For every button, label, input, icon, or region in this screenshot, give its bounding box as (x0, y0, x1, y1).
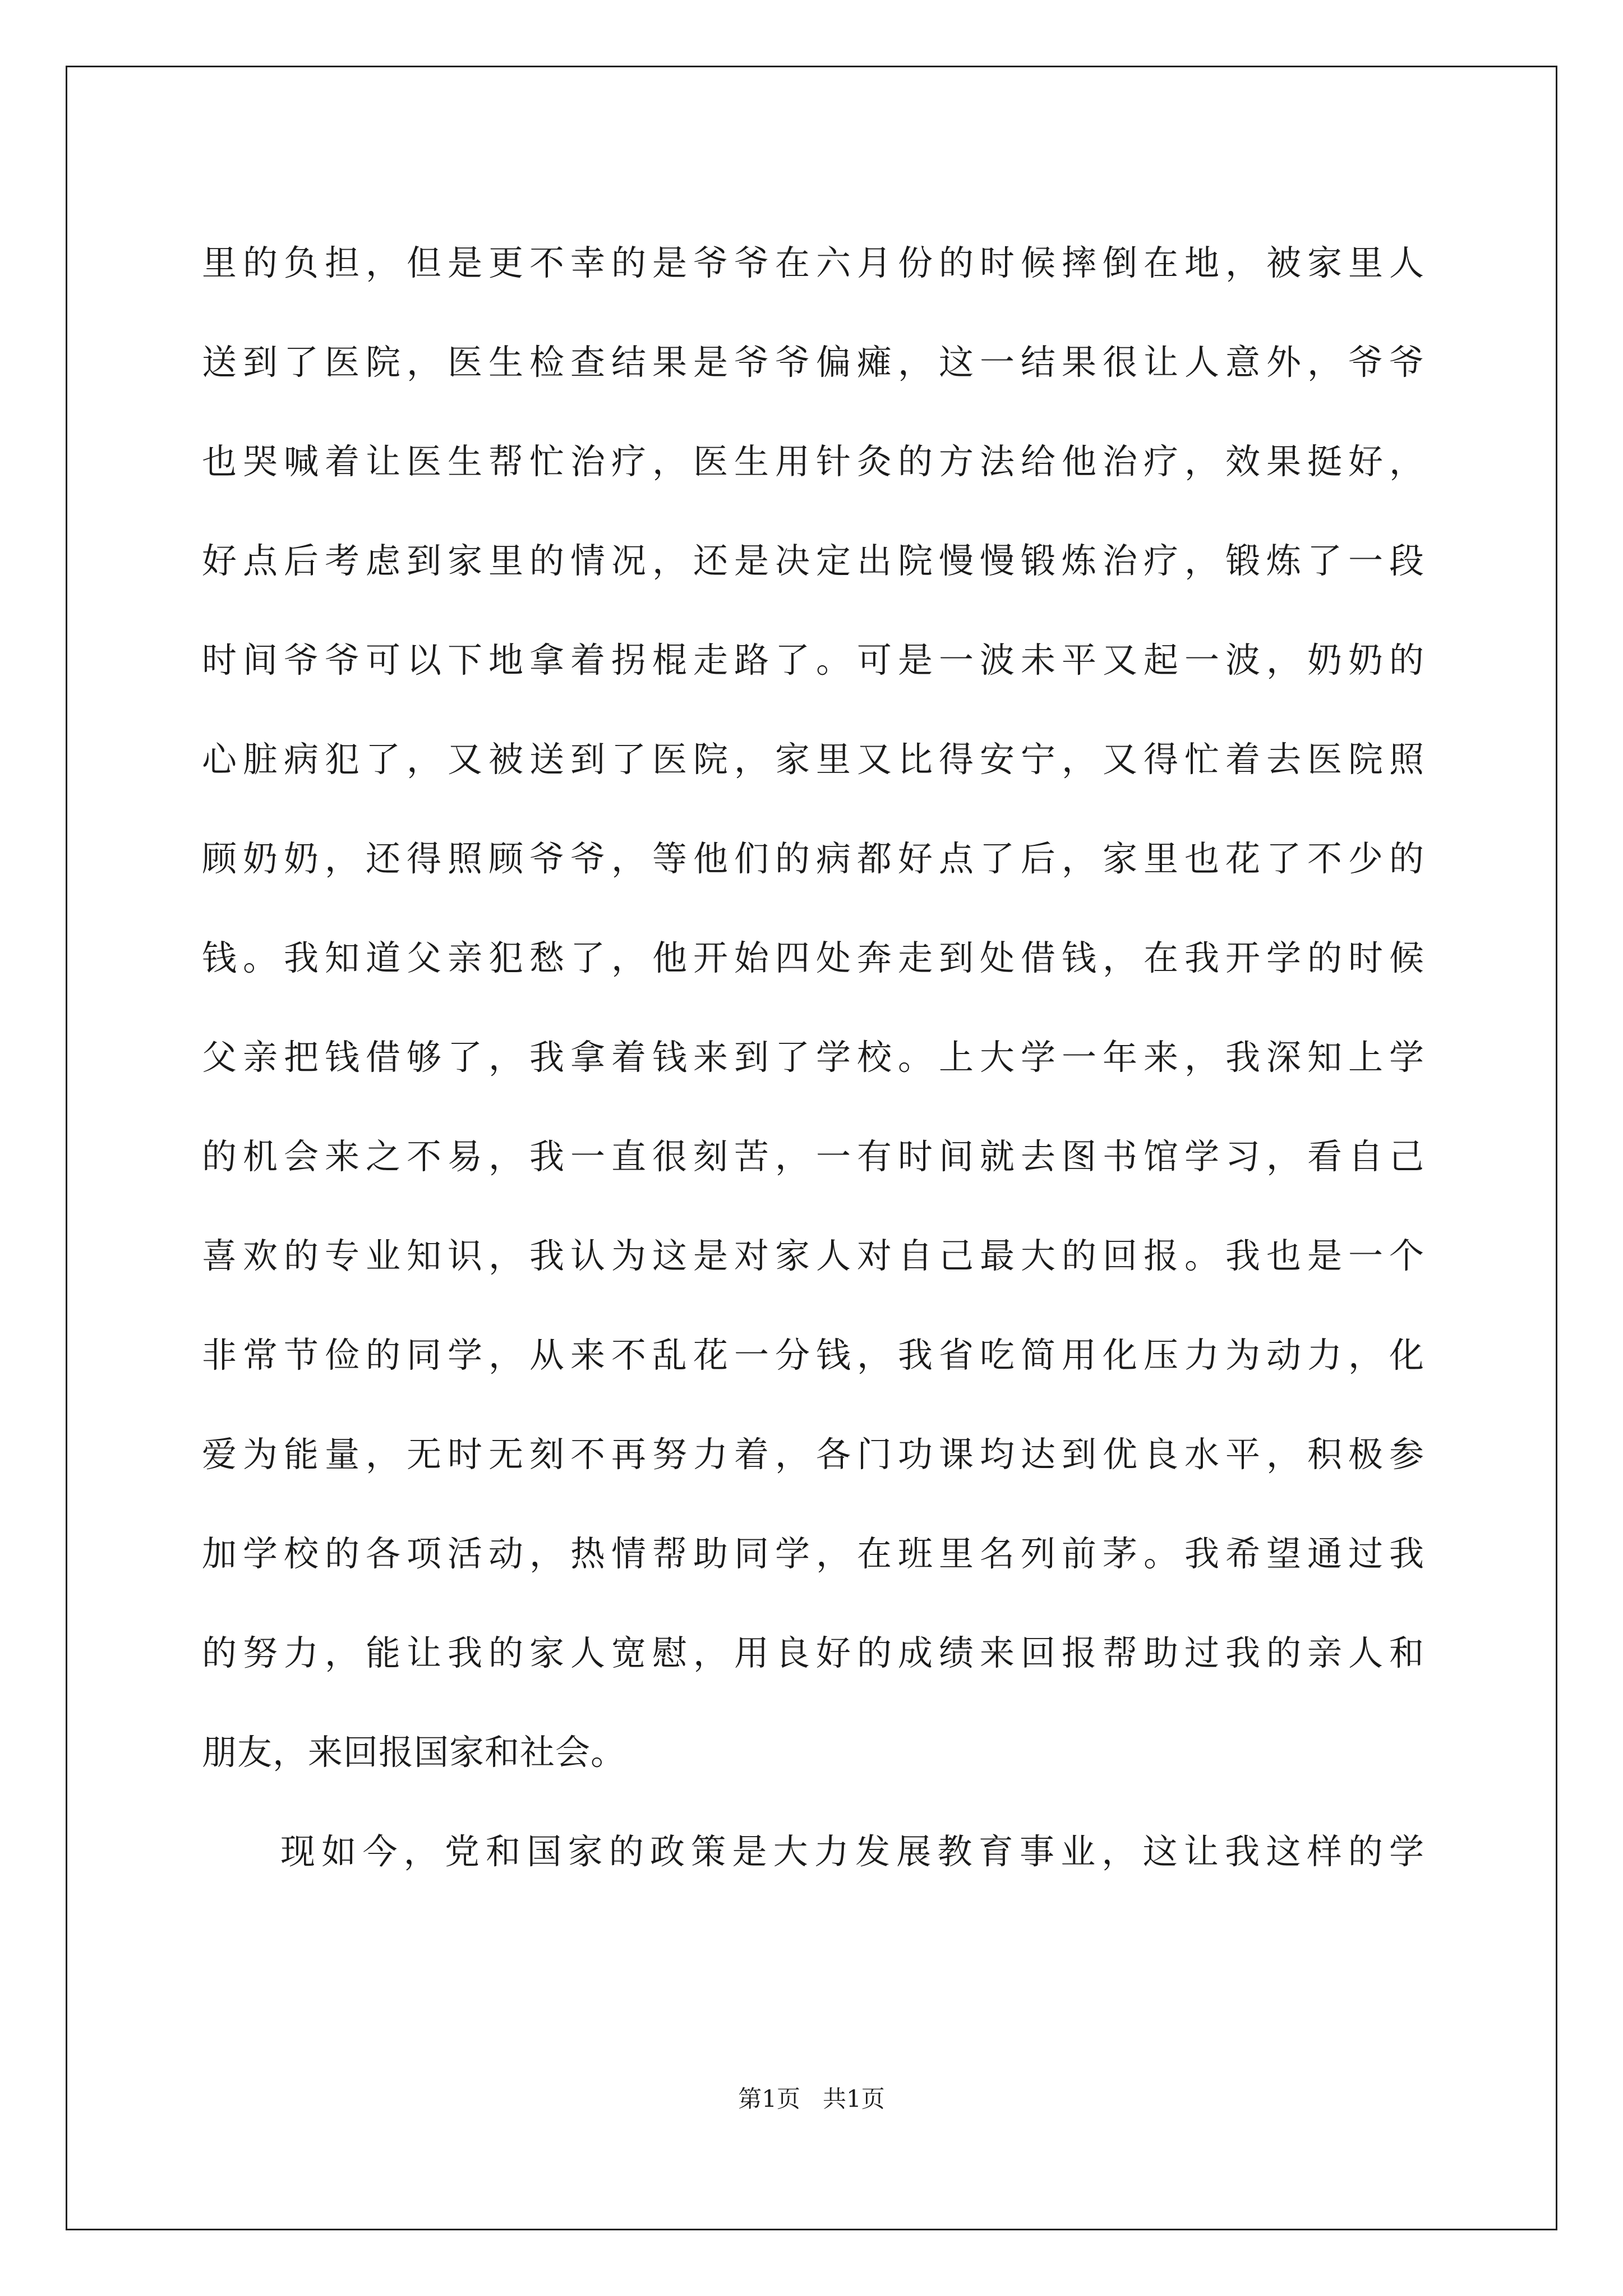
text-line: 的努力，能让我的家人宽慰，用良好的成绩来回报帮助过我的亲人和 (202, 1632, 1424, 1673)
text-line-paragraph-start: 现如今，党和国家的政策是大力发展教育事业，这让我这样的学 (280, 1831, 1424, 1872)
text-line: 钱。我知道父亲犯愁了，他开始四处奔走到处借钱，在我开学的时候 (202, 937, 1424, 978)
page-number-footer: 第1页 共1页 (738, 2085, 885, 2113)
text-line: 喜欢的专业知识，我认为这是对家人对自己最大的回报。我也是一个 (202, 1235, 1424, 1276)
document-body (202, 213, 1424, 1901)
text-line: 里的负担，但是更不幸的是爷爷在六月份的时候摔倒在地，被家里人 (202, 242, 1424, 283)
text-line: 送到了医院，医生检查结果是爷爷偏瘫，这一结果很让人意外，爷爷 (202, 342, 1424, 383)
text-line-paragraph-end: 朋友，来回报国家和社会。 (202, 1732, 626, 1773)
text-line: 好点后考虑到家里的情况，还是决定出院慢慢锻炼治疗，锻炼了一段 (202, 540, 1424, 581)
text-line: 父亲把钱借够了，我拿着钱来到了学校。上大学一年来，我深知上学 (202, 1037, 1424, 1078)
text-line: 时间爷爷可以下地拿着拐棍走路了。可是一波未平又起一波，奶奶的 (202, 639, 1424, 680)
text-line: 心脏病犯了，又被送到了医院，家里又比得安宁，又得忙着去医院照 (202, 739, 1424, 780)
text-line: 顾奶奶，还得照顾爷爷，等他们的病都好点了后，家里也花了不少的 (202, 838, 1424, 879)
text-line: 加学校的各项活动，热情帮助同学，在班里名列前茅。我希望通过我 (202, 1533, 1424, 1574)
text-line: 爱为能量，无时无刻不再努力着，各门功课均达到优良水平，积极参 (202, 1434, 1424, 1475)
text-line: 非常节俭的同学，从来不乱花一分钱，我省吃简用化压力为动力，化 (202, 1335, 1424, 1375)
text-line: 也哭喊着让医生帮忙治疗，医生用针灸的方法给他治疗，效果挺好， (202, 441, 1424, 482)
text-line: 的机会来之不易，我一直很刻苦，一有时间就去图书馆学习，看自己 (202, 1136, 1424, 1177)
